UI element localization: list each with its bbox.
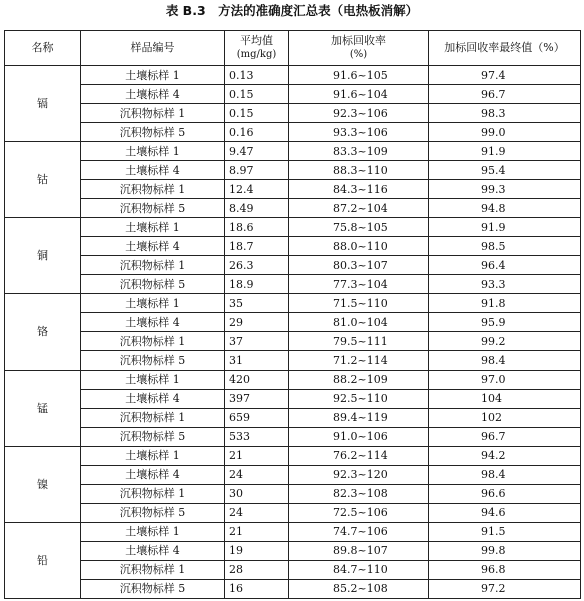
recovery-range-cell: 84.3~116 [289, 180, 429, 199]
sample-id-cell: 沉积物标样 1 [81, 180, 225, 199]
sample-id-cell: 沉积物标样 1 [81, 408, 225, 427]
mean-value-cell: 0.16 [225, 123, 289, 142]
recovery-range-cell: 82.3~108 [289, 484, 429, 503]
mean-value-cell: 19 [225, 541, 289, 560]
sample-id-cell: 土壤标样 4 [81, 541, 225, 560]
sample-id-cell: 土壤标样 4 [81, 465, 225, 484]
mean-value-cell: 9.47 [225, 142, 289, 161]
table-row [5, 560, 581, 579]
final-recovery-cell: 94.6 [429, 503, 581, 522]
table-row [5, 294, 581, 313]
final-recovery-cell: 98.3 [429, 104, 581, 123]
table-row [5, 522, 581, 541]
final-recovery-cell: 97.2 [429, 579, 581, 598]
mean-value-cell: 659 [225, 408, 289, 427]
final-recovery-cell: 94.2 [429, 446, 581, 465]
mean-value-cell: 37 [225, 332, 289, 351]
sample-id-cell: 沉积物标样 5 [81, 351, 225, 370]
mean-value-cell: 12.4 [225, 180, 289, 199]
final-recovery-cell: 95.9 [429, 313, 581, 332]
recovery-range-cell: 92.3~120 [289, 465, 429, 484]
recovery-range-cell: 88.3~110 [289, 161, 429, 180]
recovery-range-cell: 92.3~106 [289, 104, 429, 123]
sample-id-cell: 沉积物标样 1 [81, 332, 225, 351]
header-recovery-unit: (%) [349, 49, 368, 60]
sample-id-cell: 土壤标样 1 [81, 294, 225, 313]
mean-value-cell: 420 [225, 370, 289, 389]
sample-id-cell: 沉积物标样 1 [81, 484, 225, 503]
final-recovery-cell: 96.7 [429, 85, 581, 104]
recovery-range-cell: 72.5~106 [289, 503, 429, 522]
table-row [5, 142, 581, 161]
final-recovery-cell: 93.3 [429, 275, 581, 294]
header-name: 名称 [5, 31, 81, 66]
table-row [5, 123, 581, 142]
sample-id-cell: 沉积物标样 5 [81, 427, 225, 446]
mean-value-cell: 0.15 [225, 104, 289, 123]
recovery-range-cell: 76.2~114 [289, 446, 429, 465]
recovery-range-cell: 89.4~119 [289, 408, 429, 427]
sample-id-cell: 沉积物标样 1 [81, 104, 225, 123]
recovery-range-cell: 91.0~106 [289, 427, 429, 446]
final-recovery-cell: 96.8 [429, 560, 581, 579]
final-recovery-cell: 99.3 [429, 180, 581, 199]
table-row [5, 85, 581, 104]
sample-id-cell: 土壤标样 1 [81, 522, 225, 541]
mean-value-cell: 0.13 [225, 66, 289, 85]
final-recovery-cell: 91.5 [429, 522, 581, 541]
recovery-range-cell: 83.3~109 [289, 142, 429, 161]
mean-value-cell: 18.6 [225, 218, 289, 237]
mean-value-cell: 533 [225, 427, 289, 446]
table-row [5, 66, 581, 85]
element-name-cell: 镉 [5, 66, 81, 142]
final-recovery-cell: 104 [429, 389, 581, 408]
table-row [5, 351, 581, 370]
table-row [5, 427, 581, 446]
sample-id-cell: 沉积物标样 5 [81, 275, 225, 294]
recovery-range-cell: 75.8~105 [289, 218, 429, 237]
final-recovery-cell: 97.0 [429, 370, 581, 389]
header-mean-unit: (mg/kg) [236, 49, 277, 60]
mean-value-cell: 18.7 [225, 237, 289, 256]
final-recovery-cell: 97.4 [429, 66, 581, 85]
recovery-range-cell: 89.8~107 [289, 541, 429, 560]
element-name-cell: 镍 [5, 446, 81, 522]
sample-id-cell: 土壤标样 4 [81, 237, 225, 256]
mean-value-cell: 30 [225, 484, 289, 503]
sample-id-cell: 沉积物标样 1 [81, 256, 225, 275]
header-sample-id: 样品编号 [81, 31, 225, 66]
final-recovery-cell: 98.5 [429, 237, 581, 256]
recovery-range-cell: 91.6~105 [289, 66, 429, 85]
recovery-range-cell: 92.5~110 [289, 389, 429, 408]
element-name-cell: 锰 [5, 370, 81, 446]
sample-id-cell: 土壤标样 4 [81, 389, 225, 408]
final-recovery-cell: 91.9 [429, 142, 581, 161]
sample-id-cell: 沉积物标样 5 [81, 503, 225, 522]
element-name-cell: 铬 [5, 294, 81, 370]
mean-value-cell: 26.3 [225, 256, 289, 275]
table-row [5, 256, 581, 275]
final-recovery-cell: 96.4 [429, 256, 581, 275]
table-row [5, 180, 581, 199]
recovery-range-cell: 88.0~110 [289, 237, 429, 256]
table-body [5, 66, 581, 599]
table-row [5, 408, 581, 427]
sample-id-cell: 土壤标样 1 [81, 66, 225, 85]
final-recovery-cell: 95.4 [429, 161, 581, 180]
header-final: 加标回收率最终值（%） [429, 31, 581, 66]
final-recovery-cell: 91.8 [429, 294, 581, 313]
mean-value-cell: 24 [225, 465, 289, 484]
sample-id-cell: 土壤标样 1 [81, 142, 225, 161]
sample-id-cell: 沉积物标样 5 [81, 123, 225, 142]
table-row [5, 389, 581, 408]
element-name-cell: 钴 [5, 142, 81, 218]
table-row [5, 503, 581, 522]
table-row [5, 446, 581, 465]
final-recovery-cell: 91.9 [429, 218, 581, 237]
mean-value-cell: 18.9 [225, 275, 289, 294]
recovery-range-cell: 87.2~104 [289, 199, 429, 218]
table-row [5, 275, 581, 294]
recovery-range-cell: 77.3~104 [289, 275, 429, 294]
table-row [5, 541, 581, 560]
final-recovery-cell: 94.8 [429, 199, 581, 218]
recovery-range-cell: 71.2~114 [289, 351, 429, 370]
recovery-range-cell: 74.7~106 [289, 522, 429, 541]
final-recovery-cell: 98.4 [429, 351, 581, 370]
mean-value-cell: 0.15 [225, 85, 289, 104]
accuracy-summary-table [4, 30, 581, 599]
element-name-cell: 铅 [5, 522, 81, 598]
mean-value-cell: 24 [225, 503, 289, 522]
final-recovery-cell: 99.2 [429, 332, 581, 351]
mean-value-cell: 31 [225, 351, 289, 370]
table-row [5, 104, 581, 123]
table-row [5, 484, 581, 503]
sample-id-cell: 沉积物标样 1 [81, 560, 225, 579]
table-row [5, 313, 581, 332]
recovery-range-cell: 88.2~109 [289, 370, 429, 389]
table-row [5, 332, 581, 351]
table-row [5, 218, 581, 237]
element-name-cell: 铜 [5, 218, 81, 294]
final-recovery-cell: 96.7 [429, 427, 581, 446]
sample-id-cell: 沉积物标样 5 [81, 199, 225, 218]
header-mean-label: 平均值 [240, 34, 273, 47]
sample-id-cell: 土壤标样 1 [81, 446, 225, 465]
sample-id-cell: 土壤标样 1 [81, 370, 225, 389]
table-row [5, 199, 581, 218]
final-recovery-cell: 98.4 [429, 465, 581, 484]
sample-id-cell: 沉积物标样 5 [81, 579, 225, 598]
recovery-range-cell: 71.5~110 [289, 294, 429, 313]
recovery-range-cell: 85.2~108 [289, 579, 429, 598]
table-row [5, 465, 581, 484]
sample-id-cell: 土壤标样 4 [81, 161, 225, 180]
mean-value-cell: 29 [225, 313, 289, 332]
mean-value-cell: 21 [225, 522, 289, 541]
recovery-range-cell: 79.5~111 [289, 332, 429, 351]
recovery-range-cell: 80.3~107 [289, 256, 429, 275]
mean-value-cell: 16 [225, 579, 289, 598]
sample-id-cell: 土壤标样 4 [81, 85, 225, 104]
mean-value-cell: 21 [225, 446, 289, 465]
final-recovery-cell: 96.6 [429, 484, 581, 503]
final-recovery-cell: 99.8 [429, 541, 581, 560]
final-recovery-cell: 99.0 [429, 123, 581, 142]
sample-id-cell: 土壤标样 4 [81, 313, 225, 332]
mean-value-cell: 8.49 [225, 199, 289, 218]
table-row [5, 161, 581, 180]
header-recovery-label: 加标回收率 [331, 34, 386, 47]
header-recovery [289, 31, 429, 66]
mean-value-cell: 35 [225, 294, 289, 313]
table-row [5, 370, 581, 389]
final-recovery-cell: 102 [429, 408, 581, 427]
recovery-range-cell: 91.6~104 [289, 85, 429, 104]
table-header-row [5, 31, 581, 66]
table-caption: 表 B.3 方法的准确度汇总表（电热板消解） [165, 3, 419, 18]
table-row [5, 237, 581, 256]
header-mean [225, 31, 289, 66]
recovery-range-cell: 81.0~104 [289, 313, 429, 332]
mean-value-cell: 8.97 [225, 161, 289, 180]
mean-value-cell: 397 [225, 389, 289, 408]
recovery-range-cell: 93.3~106 [289, 123, 429, 142]
recovery-range-cell: 84.7~110 [289, 560, 429, 579]
mean-value-cell: 28 [225, 560, 289, 579]
table-row [5, 579, 581, 598]
sample-id-cell: 土壤标样 1 [81, 218, 225, 237]
